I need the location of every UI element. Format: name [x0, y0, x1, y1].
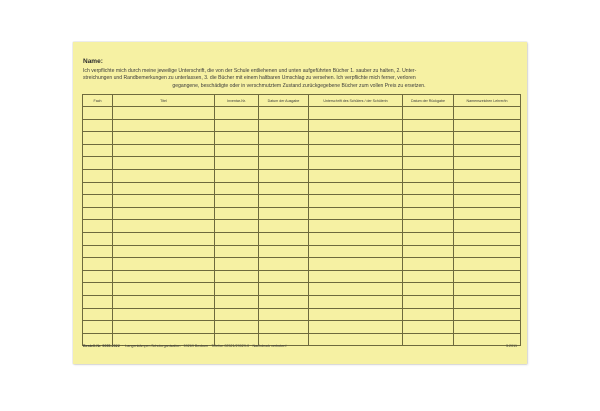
table-row	[83, 207, 521, 220]
pledge-text	[83, 68, 515, 90]
table-cell	[403, 245, 454, 258]
table-row	[83, 258, 521, 271]
table-row	[83, 182, 521, 195]
table-cell	[309, 157, 403, 170]
table-cell	[83, 220, 113, 233]
table-row	[83, 220, 521, 233]
table-cell	[309, 195, 403, 208]
table-cell	[215, 157, 259, 170]
table-row	[83, 169, 521, 182]
table-cell	[83, 119, 113, 132]
table-cell	[259, 220, 309, 233]
table-cell	[215, 182, 259, 195]
table-cell	[454, 270, 521, 283]
table-row	[83, 144, 521, 157]
table-row	[83, 295, 521, 308]
table-cell	[215, 245, 259, 258]
table-cell	[403, 283, 454, 296]
table-row	[83, 308, 521, 321]
table-cell	[113, 195, 215, 208]
table-cell	[454, 245, 521, 258]
table-cell	[259, 245, 309, 258]
table-cell	[83, 195, 113, 208]
table-cell	[403, 232, 454, 245]
column-header-inventory-number: Inventar-Nr.	[215, 95, 259, 107]
table-cell	[83, 107, 113, 120]
table-cell	[113, 157, 215, 170]
column-header-title: Titel	[113, 95, 215, 107]
table-cell	[309, 258, 403, 271]
table-cell	[83, 245, 113, 258]
table-cell	[83, 295, 113, 308]
table-cell	[83, 157, 113, 170]
table-cell	[259, 321, 309, 334]
table-row	[83, 132, 521, 145]
table-cell	[454, 182, 521, 195]
order-number: Bestell-Nr. 9095-2022	[83, 344, 120, 348]
card-footer: Bestell-Nr. 9095-2022 · Langenkämper-Schulorganisation · 59269 Beckum · Telefon 02521/29029-0 · Nachdruck verboten! 3.2011	[83, 344, 517, 348]
library-loan-card	[73, 42, 527, 364]
table-cell	[215, 119, 259, 132]
table-cell	[259, 295, 309, 308]
pledge-line: Ich verpflichte mich durch meine jeweilige Unterschrift, die von der Schule entliehenen und unten aufgeführten Bücher 1. sauber zu halten, 2. Unter-	[83, 68, 417, 74]
loan-table-body	[83, 107, 521, 346]
table-cell	[454, 119, 521, 132]
table-row	[83, 157, 521, 170]
table-cell	[403, 107, 454, 120]
table-cell	[215, 258, 259, 271]
table-cell	[83, 232, 113, 245]
table-row	[83, 283, 521, 296]
table-row	[83, 270, 521, 283]
table-row	[83, 245, 521, 258]
table-cell	[454, 195, 521, 208]
table-cell	[215, 308, 259, 321]
name-label: Name:	[83, 58, 103, 65]
table-cell	[403, 321, 454, 334]
table-cell	[259, 169, 309, 182]
table-cell	[259, 182, 309, 195]
table-cell	[215, 295, 259, 308]
table-cell	[113, 245, 215, 258]
table-cell	[83, 308, 113, 321]
table-cell	[454, 308, 521, 321]
column-header-subject: Fach	[83, 95, 113, 107]
table-cell	[83, 182, 113, 195]
table-cell	[403, 119, 454, 132]
table-cell	[309, 232, 403, 245]
table-cell	[309, 283, 403, 296]
table-cell	[454, 169, 521, 182]
table-cell	[403, 258, 454, 271]
table-row	[83, 119, 521, 132]
table-cell	[403, 308, 454, 321]
table-cell	[403, 182, 454, 195]
table-cell	[454, 283, 521, 296]
table-cell	[215, 107, 259, 120]
table-cell	[259, 107, 309, 120]
table-cell	[309, 132, 403, 145]
table-cell	[259, 144, 309, 157]
table-cell	[113, 258, 215, 271]
table-row	[83, 232, 521, 245]
table-cell	[309, 295, 403, 308]
table-cell	[259, 207, 309, 220]
table-cell	[215, 207, 259, 220]
edition-code: 3.2011	[505, 344, 517, 348]
table-cell	[83, 321, 113, 334]
table-cell	[83, 270, 113, 283]
table-cell	[83, 169, 113, 182]
column-header-issue-date: Datum der Ausgabe	[259, 95, 309, 107]
table-cell	[113, 321, 215, 334]
table-cell	[309, 270, 403, 283]
table-cell	[259, 195, 309, 208]
table-cell	[113, 169, 215, 182]
table-cell	[403, 295, 454, 308]
table-row	[83, 195, 521, 208]
table-cell	[113, 207, 215, 220]
table-header-row	[83, 95, 521, 107]
table-row	[83, 107, 521, 120]
table-cell	[309, 308, 403, 321]
table-cell	[83, 144, 113, 157]
table-cell	[113, 283, 215, 296]
table-cell	[454, 157, 521, 170]
table-cell	[454, 321, 521, 334]
table-cell	[403, 144, 454, 157]
table-cell	[83, 283, 113, 296]
pledge-line: streichungen und Randbemerkungen zu unterlassen, 3. die Bücher mit einem haltbaren Umschlag zu versehen. Ich verpflichte mich ferner, verloren	[83, 75, 416, 82]
table-cell	[454, 207, 521, 220]
table-cell	[113, 182, 215, 195]
table-cell	[403, 157, 454, 170]
table-cell	[259, 283, 309, 296]
table-cell	[454, 132, 521, 145]
table-row	[83, 321, 521, 334]
table-cell	[113, 232, 215, 245]
table-cell	[83, 132, 113, 145]
table-cell	[215, 270, 259, 283]
table-cell	[215, 132, 259, 145]
table-cell	[309, 144, 403, 157]
table-cell	[113, 220, 215, 233]
table-cell	[403, 169, 454, 182]
table-cell	[454, 295, 521, 308]
table-cell	[113, 107, 215, 120]
table-cell	[309, 321, 403, 334]
column-header-teacher-initials: Namenszeichen Lehrer/in	[454, 95, 521, 107]
table-cell	[309, 245, 403, 258]
column-header-return-date: Datum der Rückgabe	[403, 95, 454, 107]
table-cell	[83, 258, 113, 271]
table-cell	[113, 270, 215, 283]
table-cell	[454, 220, 521, 233]
table-cell	[113, 308, 215, 321]
table-cell	[454, 107, 521, 120]
table-cell	[113, 295, 215, 308]
table-cell	[215, 220, 259, 233]
table-cell	[454, 258, 521, 271]
table-cell	[454, 144, 521, 157]
table-cell	[259, 258, 309, 271]
table-cell	[309, 207, 403, 220]
column-header-student-signature: Unterschrift des Schülers / der Schülerin	[309, 95, 403, 107]
pledge-line: gegangene, beschädigte oder in verschmutztem Zustand zurückgegebene Bücher zum vollen Preis zu ersetzen.	[172, 82, 426, 89]
table-cell	[309, 119, 403, 132]
table-cell	[83, 207, 113, 220]
table-cell	[215, 283, 259, 296]
table-cell	[259, 308, 309, 321]
table-cell	[309, 220, 403, 233]
table-cell	[454, 232, 521, 245]
table-cell	[113, 132, 215, 145]
table-cell	[403, 195, 454, 208]
table-cell	[403, 270, 454, 283]
table-cell	[259, 232, 309, 245]
publisher-info: Langenkämper-Schulorganisation · 59269 Beckum · Telefon 02521/29029-0 · Nachdruck verboten!	[125, 344, 287, 348]
table-cell	[259, 132, 309, 145]
table-cell	[403, 207, 454, 220]
loan-table	[82, 94, 521, 346]
table-cell	[215, 195, 259, 208]
table-cell	[309, 169, 403, 182]
table-cell	[259, 270, 309, 283]
table-cell	[403, 220, 454, 233]
table-cell	[215, 232, 259, 245]
table-cell	[215, 144, 259, 157]
table-cell	[113, 119, 215, 132]
table-cell	[259, 157, 309, 170]
table-cell	[259, 119, 309, 132]
table-cell	[403, 132, 454, 145]
table-cell	[113, 144, 215, 157]
table-cell	[309, 107, 403, 120]
table-cell	[215, 321, 259, 334]
table-cell	[215, 169, 259, 182]
table-cell	[309, 182, 403, 195]
